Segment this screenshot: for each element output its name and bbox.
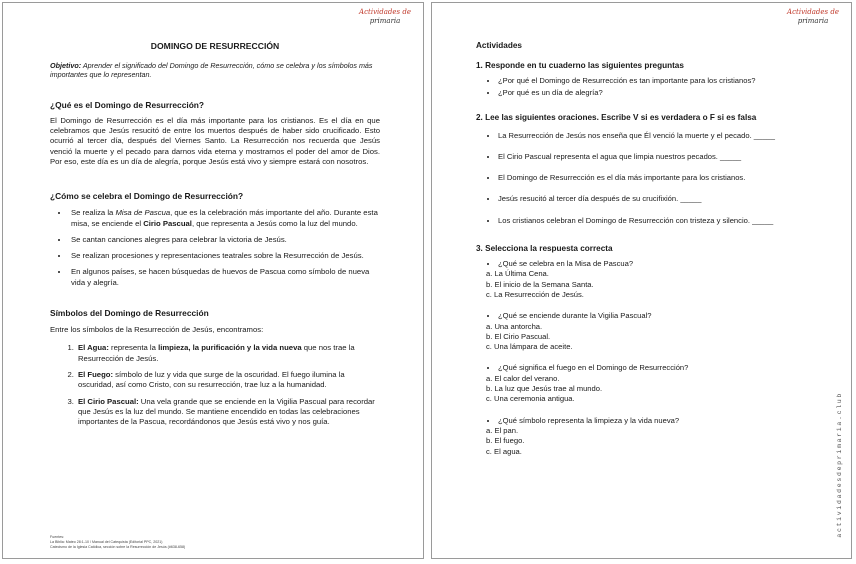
sources xyxy=(50,535,185,550)
page-right xyxy=(431,2,852,559)
option-a: a. Una antorcha. xyxy=(486,321,543,331)
text-bold: El Agua: xyxy=(78,343,109,353)
q1-heading: 1. Responde en tu cuaderno las siguientes preguntas xyxy=(476,61,684,70)
text: Se cantan canciones alegres para celebrar la victoria de Jesús. xyxy=(71,234,287,244)
right-content xyxy=(476,41,806,468)
brand-line2: primaria xyxy=(797,17,829,25)
q2-heading: 2. Lee las siguientes oraciones. Escribe V si es verdadera o F si es falsa xyxy=(476,112,757,122)
objective-text: Aprender el significado del Domingo de Resurrección, cómo se celebra y los símbolos más importantes que lo representan. xyxy=(50,61,373,80)
list-item: • Los cristianos celebran el Domingo de Resurrección con tristeza y silencio. _____ xyxy=(498,216,806,226)
celebration-list xyxy=(50,208,380,288)
sources-line: La Biblia: Mateo 28:1-10 / Manual del Catequista (Editorial PPC, 2021) xyxy=(50,540,163,544)
brand-logo xyxy=(787,8,839,26)
option-a: a. El calor del verano. xyxy=(486,373,560,383)
list-item: • La Resurrección de Jesús nos enseña que Él venció la muerte y el pecado. _____ xyxy=(498,131,806,141)
mc-question xyxy=(486,363,806,404)
q3-heading: 3. Selecciona la respuesta correcta xyxy=(476,244,613,254)
option-a: a. El pan. xyxy=(486,425,519,435)
mc-question xyxy=(486,415,806,457)
list-item xyxy=(76,343,380,364)
left-content xyxy=(50,41,380,433)
section-heading-simbolos: Símbolos del Domingo de Resurrección xyxy=(50,308,209,319)
watermark: actividadesdeprimaria.club xyxy=(836,392,843,538)
objective-label: Objetivo: xyxy=(50,61,82,70)
question-text: ¿Qué se celebra en la Misa de Pascua? xyxy=(498,259,634,269)
question-text: ¿Qué se enciende durante la Vigilia Pascual? xyxy=(498,311,652,321)
sources-label: Fuentes: xyxy=(50,535,64,539)
text-bold: El Cirio Pascual: xyxy=(78,396,139,406)
brand-line2: primaria xyxy=(369,17,401,25)
brand-line1: Actividades de xyxy=(787,8,839,16)
section-heading-que-es: ¿Qué es el Domingo de Resurrección? xyxy=(50,99,205,110)
text-italic: Misa de Pascua xyxy=(115,208,171,218)
text: Se realizan procesiones y representaciones teatrales sobre la Resurrección de Jesús. xyxy=(71,251,364,261)
list-item xyxy=(69,208,380,229)
list-item xyxy=(76,397,380,428)
option-c: c. Una ceremonia antigua. xyxy=(486,394,575,404)
mc-question xyxy=(486,259,806,300)
q1-list xyxy=(476,76,806,99)
text: Una vela grande que se enciende en la Vigilia Pascual para recordar que Jesús es la luz del mundo. Se mantiene encendido en todas las celebraciones importantes de la Pascua, recordándonos que Jesús está vivo y nos guía. xyxy=(78,396,375,427)
text-bold: limpieza, la purificación y la vida nueva xyxy=(158,343,302,353)
symbols-list xyxy=(50,343,380,427)
q3-list xyxy=(476,259,806,457)
text: símbolo de luz y vida que surge de la oscuridad. El fuego ilumina la oscuridad, así como Cristo, con su resurrección, trae luz a la humanidad. xyxy=(78,369,345,390)
option-b: b. El fuego. xyxy=(486,436,525,446)
list-item: • El Domingo de Resurrección es el día más importante para los cristianos. xyxy=(498,173,806,183)
list-item xyxy=(69,267,380,288)
text: que nos trae la Resurrección de Jesús. xyxy=(78,343,355,363)
question-text: ¿Qué significa el fuego en el Domingo de Resurrección? xyxy=(498,363,689,373)
option-c: c. Una lámpara de aceite. xyxy=(486,342,573,352)
text-bold: El Fuego: xyxy=(78,369,114,379)
brand-logo xyxy=(359,8,411,26)
option-b: b. El inicio de la Semana Santa. xyxy=(486,279,594,289)
list-item: • Jesús resucitó al tercer día después de su crucifixión. _____ xyxy=(498,194,806,204)
list-item xyxy=(76,370,380,391)
text: representa la xyxy=(108,343,159,353)
list-item: • ¿Por qué el Domingo de Resurrección es tan importante para los cristianos? xyxy=(498,76,806,86)
option-c: c. La Resurrección de Jesús. xyxy=(486,289,584,299)
option-a: a. La Última Cena. xyxy=(486,269,549,279)
option-b: b. La luz que Jesús trae al mundo. xyxy=(486,384,603,394)
text-bold: Cirio Pascual xyxy=(143,218,192,228)
doc-title: DOMINGO DE RESURRECCIÓN xyxy=(150,41,280,51)
section-heading-como-se-celebra: ¿Cómo se celebra el Domingo de Resurrección? xyxy=(50,191,244,202)
objective xyxy=(50,61,380,80)
list-item: • El Cirio Pascual representa el agua que limpia nuestros pecados. _____ xyxy=(498,152,806,162)
brand-line1: Actividades de xyxy=(359,8,411,16)
text: En algunos países, se hacen búsquedas de huevos de Pascua como símbolo de nueva vida y alegría. xyxy=(71,267,370,287)
sources-line: Catecismo de la Iglesia Católica, sección sobre la Resurrección de Jesús (#638-658) xyxy=(50,545,186,549)
question-text: ¿Qué símbolo representa la limpieza y la vida nueva? xyxy=(498,415,680,425)
page-left xyxy=(2,2,424,559)
text: , que es la celebración más importante del año. Durante esta misa, se enciende el xyxy=(71,208,378,228)
option-c: c. El agua. xyxy=(486,446,522,456)
q2-list xyxy=(476,131,806,226)
section-body-que-es: El Domingo de Resurrección es el día más importante para los cristianos. Es el día en que celebramos que Jesús resucitó de entre los muertos después de haber sido crucificado. Esto ocurrió al tercer día, después del Viernes Santo. La Resurrección nos recuerda que Jesús venció la muerte y el pecado para darnos vida eterna y mostrarnos el poder del amor de Dios. Por eso, este día es un día de alegría, porque Jesús está vivo y siempre estará con nosotros. xyxy=(50,115,380,166)
text: Se realiza la xyxy=(71,208,116,218)
list-item: • ¿Por qué es un día de alegría? xyxy=(498,88,806,98)
text: , que representa a Jesús como la luz del mundo. xyxy=(191,218,358,228)
option-b: b. El Cirio Pascual. xyxy=(486,331,551,341)
list-item xyxy=(69,235,380,245)
symbols-intro: Entre los símbolos de la Resurrección de Jesús, encontramos: xyxy=(50,325,264,335)
mc-question xyxy=(486,311,806,352)
activities-title: Actividades xyxy=(476,41,522,50)
list-item xyxy=(69,251,380,261)
